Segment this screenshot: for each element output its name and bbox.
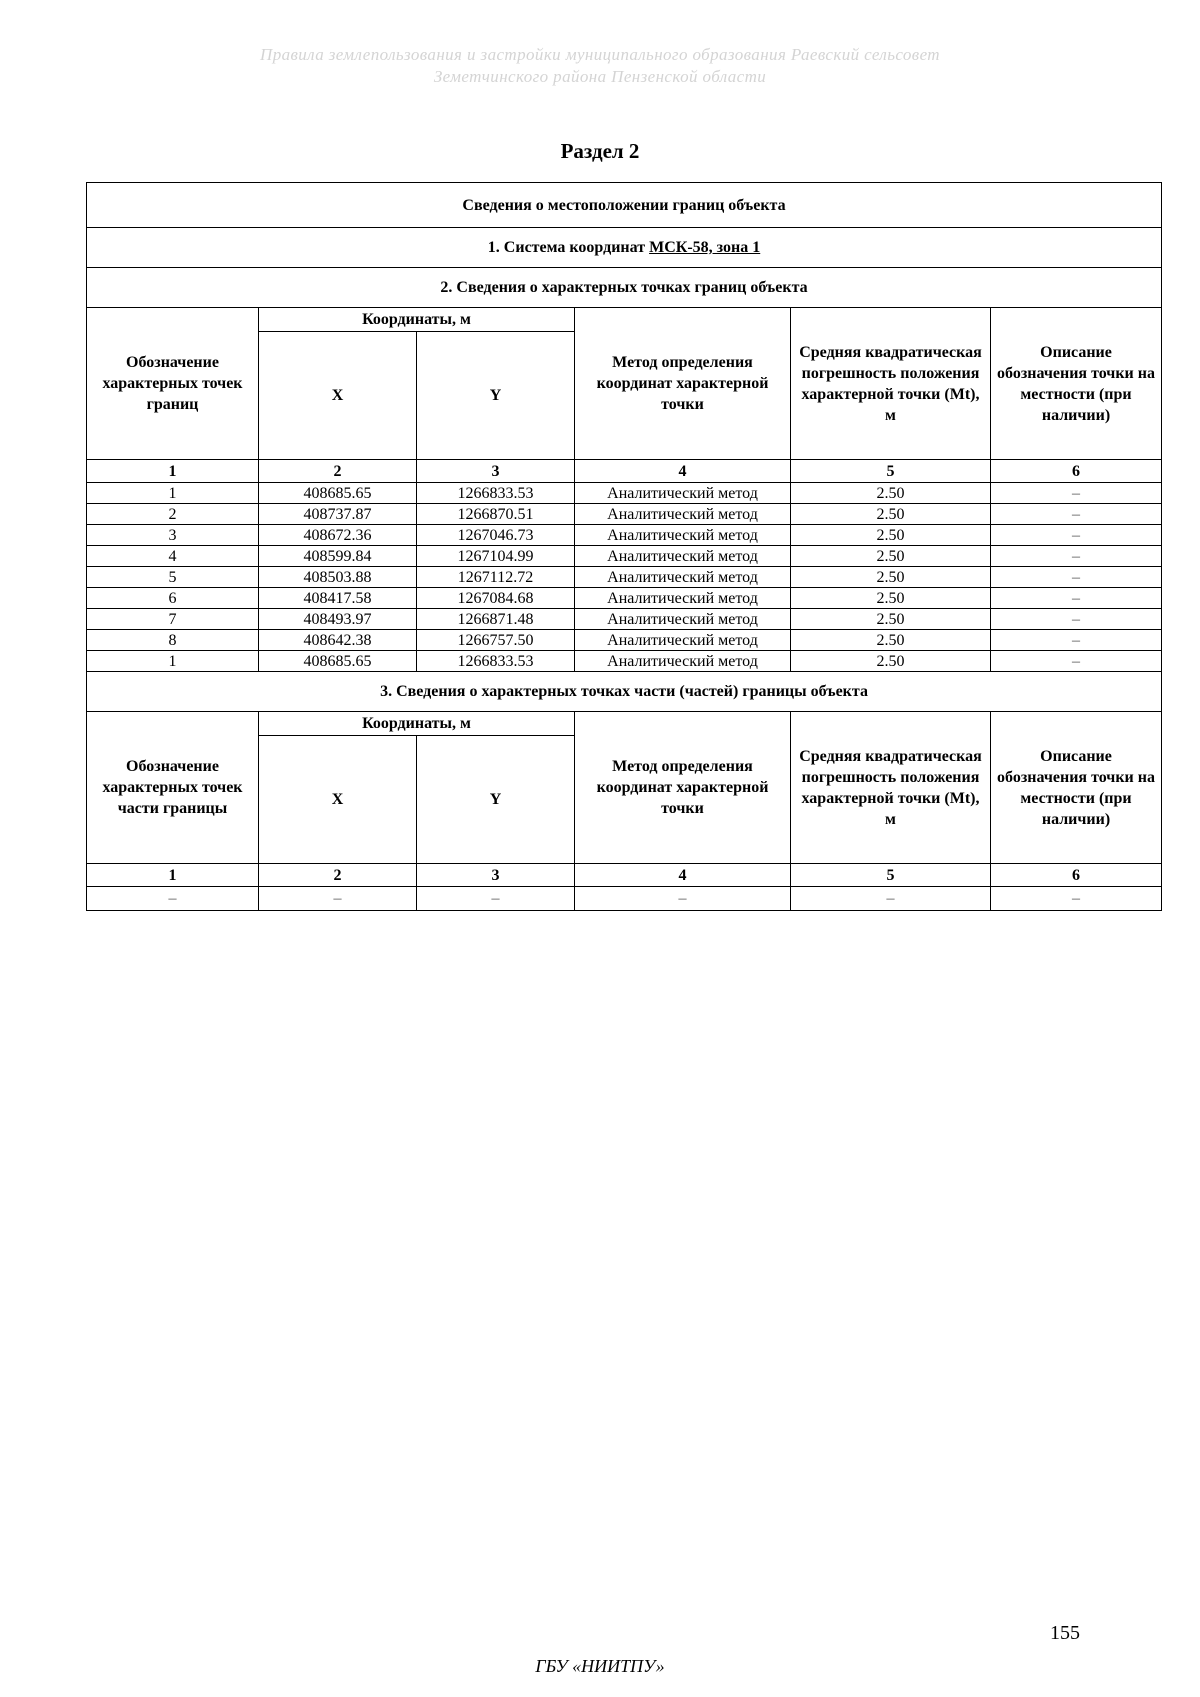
cell-description: – [991,483,1162,504]
table-row [87,567,1162,588]
cell-y: 1266757.50 [417,630,575,651]
table-title: Сведения о местоположении границ объекта [87,183,1162,228]
cell-x: 408503.88 [259,567,417,588]
cell-description: – [991,504,1162,525]
table-row [87,630,1162,651]
section-title: Раздел 2 [560,139,640,163]
cell-x: 408672.36 [259,525,417,546]
cell-error: 2.50 [791,546,991,567]
cell-error: 2.50 [791,630,991,651]
cell-y: – [417,887,575,911]
cell-point: 2 [87,504,259,525]
header-coordinates-part: Координаты, м [259,712,575,736]
table-row [87,651,1162,672]
cell-error: 2.50 [791,567,991,588]
header-y: Y [417,332,575,460]
col-number-3: 3 [417,460,575,483]
table-row [87,609,1162,630]
table-row [87,588,1162,609]
cell-description: – [991,546,1162,567]
header-error: Средняя квадратическая погрешность положения характерной точки (Мt), м [791,308,991,460]
cell-method: Аналитический метод [575,609,791,630]
cell-method: Аналитический метод [575,630,791,651]
cell-error: – [791,887,991,911]
cell-point: 6 [87,588,259,609]
col-number-4: 4 [575,460,791,483]
header-line-1: Правила землепользования и застройки муниципального образования Раевский сельсовет [260,45,940,64]
cell-method: Аналитический метод [575,651,791,672]
cell-error: 2.50 [791,504,991,525]
cell-x: 408685.65 [259,483,417,504]
header-y-part: Y [417,736,575,864]
cell-error: 2.50 [791,609,991,630]
cell-point: – [87,887,259,911]
col-number-6: 6 [991,460,1162,483]
table-row [87,483,1162,504]
col-number-1: 1 [87,864,259,887]
header-x-part: X [259,736,417,864]
cell-point: 4 [87,546,259,567]
cell-y: 1267112.72 [417,567,575,588]
cell-method: Аналитический метод [575,483,791,504]
cell-description: – [991,630,1162,651]
cell-point: 8 [87,630,259,651]
cell-x: – [259,887,417,911]
table-row [87,546,1162,567]
cell-error: 2.50 [791,525,991,546]
header-description: Описание обозначения точки на местности (при наличии) [991,308,1162,460]
coordinate-system-label: 1. Система координат [487,239,650,256]
header-method: Метод определения координат характерной точки [575,308,791,460]
col-number-2: 2 [259,864,417,887]
cell-error: 2.50 [791,483,991,504]
cell-point: 3 [87,525,259,546]
table-row [87,887,1162,911]
cell-error: 2.50 [791,651,991,672]
cell-x: 408599.84 [259,546,417,567]
cell-y: 1266870.51 [417,504,575,525]
cell-method: Аналитический метод [575,504,791,525]
header-designation-part: Обозначение характерных точек части границы [87,712,259,864]
col-number-3: 3 [417,864,575,887]
header-designation: Обозначение характерных точек границ [87,308,259,460]
document-header [0,44,1200,88]
cell-method: Аналитический метод [575,567,791,588]
header-method-part: Метод определения координат характерной точки [575,712,791,864]
cell-x: 408737.87 [259,504,417,525]
cell-error: 2.50 [791,588,991,609]
cell-method: – [575,887,791,911]
document-footer: ГБУ «НИИТПУ» [535,1656,665,1676]
col-number-5: 5 [791,460,991,483]
cell-x: 408642.38 [259,630,417,651]
cell-description: – [991,651,1162,672]
col-number-2: 2 [259,460,417,483]
cell-point: 1 [87,651,259,672]
cell-y: 1266871.48 [417,609,575,630]
header-error-part: Средняя квадратическая погрешность положения характерной точки (Мt), м [791,712,991,864]
col-number-6: 6 [991,864,1162,887]
cell-method: Аналитический метод [575,546,791,567]
cell-x: 408417.58 [259,588,417,609]
header-description-part: Описание обозначения точки на местности (при наличии) [991,712,1162,864]
header-coordinates: Координаты, м [259,308,575,332]
table-row [87,504,1162,525]
cell-point: 7 [87,609,259,630]
part3-title: 3. Сведения о характерных точках части (частей) границы объекта [87,672,1162,712]
boundary-table [86,182,1162,911]
cell-method: Аналитический метод [575,588,791,609]
cell-y: 1266833.53 [417,483,575,504]
header-x: X [259,332,417,460]
cell-y: 1266833.53 [417,651,575,672]
cell-x: 408685.65 [259,651,417,672]
part2-title: 2. Сведения о характерных точках границ объекта [87,268,1162,308]
col-number-5: 5 [791,864,991,887]
table-row [87,525,1162,546]
col-number-4: 4 [575,864,791,887]
cell-description: – [991,525,1162,546]
cell-method: Аналитический метод [575,525,791,546]
cell-y: 1267084.68 [417,588,575,609]
cell-description: – [991,567,1162,588]
cell-description: – [991,887,1162,911]
cell-description: – [991,609,1162,630]
col-number-1: 1 [87,460,259,483]
cell-point: 5 [87,567,259,588]
cell-description: – [991,588,1162,609]
coordinate-system-value: МСК-58, зона 1 [649,239,761,256]
cell-point: 1 [87,483,259,504]
cell-y: 1267046.73 [417,525,575,546]
header-line-2: Земетчинского района Пензенской области [433,67,767,86]
coordinate-system-row [87,228,1162,268]
cell-x: 408493.97 [259,609,417,630]
page-number: 155 [1050,1622,1080,1644]
cell-y: 1267104.99 [417,546,575,567]
